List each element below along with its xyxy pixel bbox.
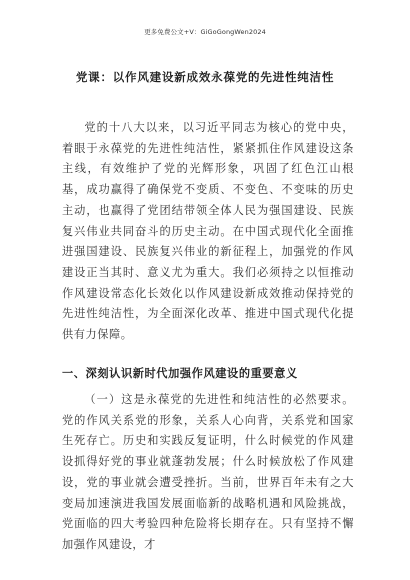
- body-paragraph-1: 党的十八大以来，以习近平同志为核心的党中央，着眼于永葆党的先进性纯洁性，紧紧抓住作风建设这条主线，有效维护了党的光辉形象，巩固了红色江山根基，成功赢得了确保党不变质、不变色、不变味的历史主动，也赢得了党团结带领全体人民为强国建设、民族复兴伟业共同奋斗的历史主动。在中国式现代化全面推进强国建设、民族复兴伟业的新征程上，加强党的作风建设正当其时、意义尤为重大。我们必须持之以恒推动作风建设常态化长效化以作风建设新成效推动保持党的先进性纯洁性，为全面深化改革、推进中国式现代化提供有力保障。: [62, 121, 354, 342]
- document-title: 党课：以作风建设新成效永葆党的先进性纯洁性: [75, 70, 335, 84]
- header-note: 更多免费公文+V：GiGoGongWen2024: [144, 28, 266, 36]
- section-heading: 一、深刻认识新时代加强作风建设的重要意义: [62, 367, 298, 380]
- body-paragraph-2: （一）这是永葆党的先进性和纯洁性的必然要求。党的作风关系党的形象，关系人心向背，关系党和国家生死存亡。历史和实践反复证明，什么时候党的作风建设抓得好党的事业就蓬勃发展；什么时候放松了作风建设，党的事业就会遭受挫折。当前，世界百年未有之大变局加速演进我国发展面临新的战略机遇和风险挑战，党面临的四大考验四种危险将长期存在。只有坚持不懈加强作风建设，才: [62, 393, 354, 551]
